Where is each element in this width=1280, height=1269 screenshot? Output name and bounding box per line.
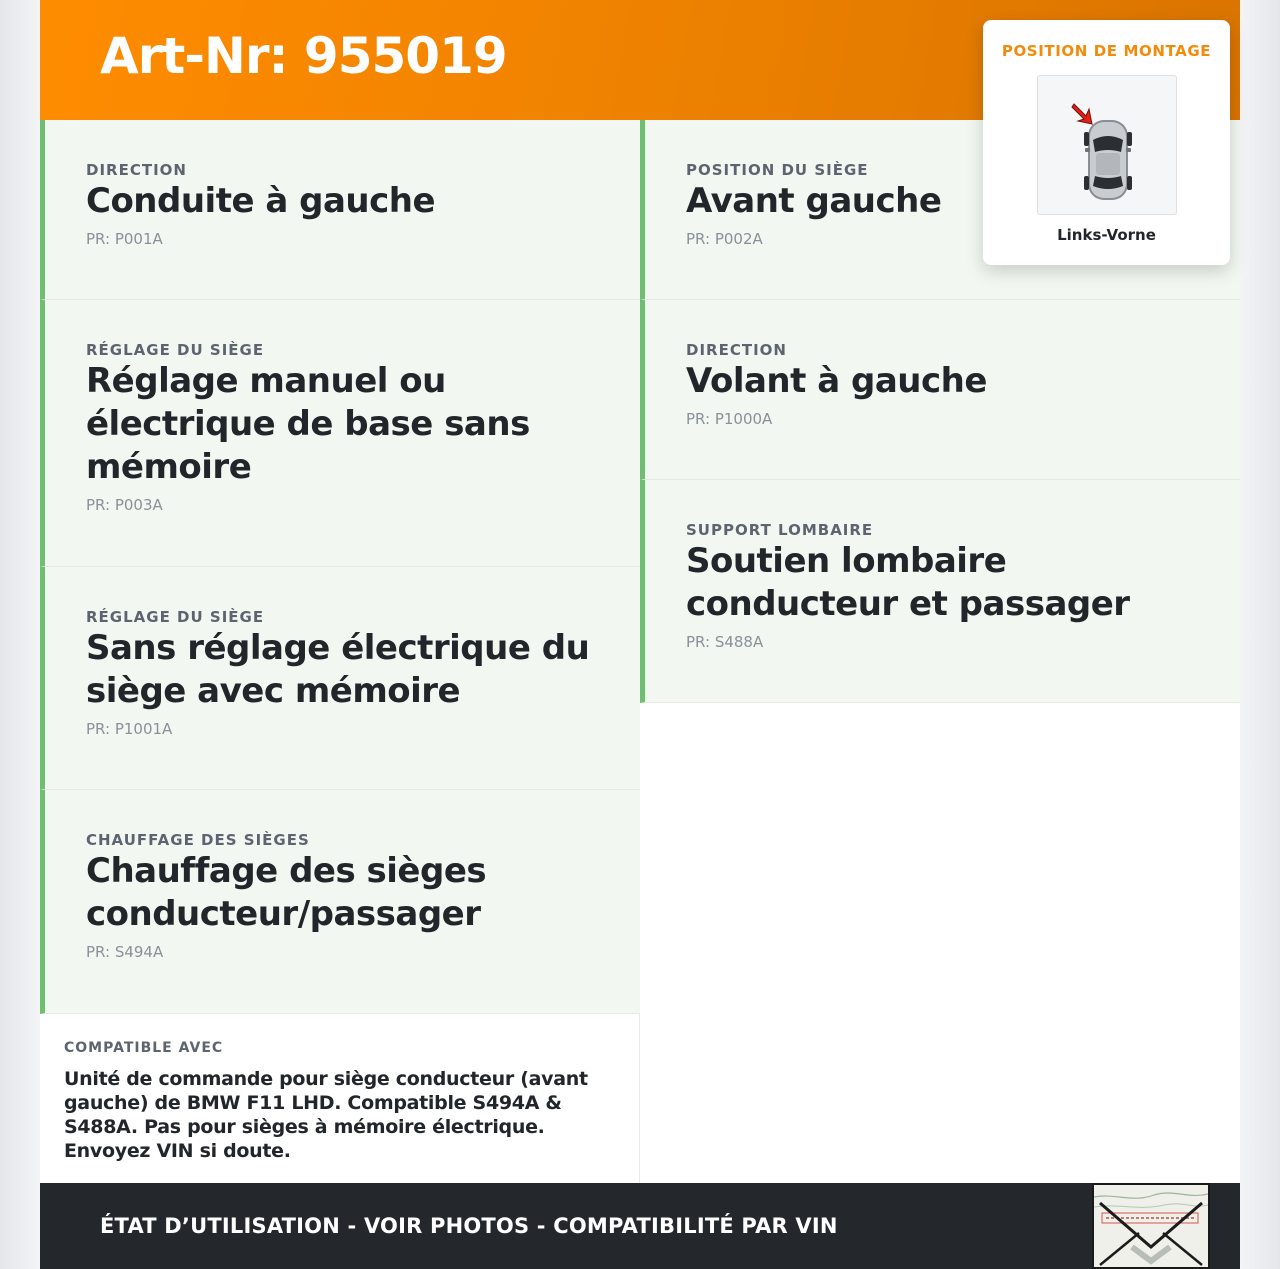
attribute-label: POSITION DU SIÈGE [686, 161, 869, 179]
attribute-code: PR: P1000A [686, 410, 773, 428]
attribute-label: DIRECTION [686, 341, 787, 359]
attribute-value: Sans réglage électrique du siège avec mémoire [86, 628, 590, 711]
attribute-value: Conduite à gauche [86, 181, 436, 221]
envelope-stamp-icon [1092, 1183, 1210, 1269]
footer-notice: ÉTAT D’UTILISATION - VOIR PHOTOS - COMPATIBILITÉ PAR VIN [100, 1214, 838, 1238]
compatibility-section [40, 1014, 640, 1183]
mount-position-title: POSITION DE MONTAGE [1001, 42, 1212, 60]
attribute-cell [40, 567, 640, 790]
attribute-value: Soutien lombaire conducteur et passager [686, 541, 1130, 624]
article-number-title: Art-Nr: 955019 [100, 27, 507, 85]
attribute-cell [40, 300, 640, 567]
empty-area [640, 703, 1240, 1183]
attribute-cell [40, 790, 640, 1014]
car-top-view-icon [1037, 75, 1177, 215]
compatibility-text: Unité de commande pour siège conducteur (avant gauche) de BMW F11 LHD. Compatible S494A & S488A. Pas pour sièges à mémoire électrique. Envoyez VIN si doute. [64, 1068, 588, 1162]
compatibility-label: COMPATIBLE AVEC [64, 1040, 224, 1056]
attribute-value: Avant gauche [686, 181, 942, 221]
mount-position-card [983, 20, 1230, 265]
attribute-label: SUPPORT LOMBAIRE [686, 521, 874, 539]
attribute-label: CHAUFFAGE DES SIÈGES [86, 831, 310, 849]
attribute-label: DIRECTION [86, 161, 187, 179]
attribute-value: Réglage manuel ou électrique de base sans mémoire [86, 361, 530, 487]
attribute-code: PR: S488A [686, 633, 764, 651]
attribute-cell [640, 300, 1240, 480]
attribute-cell [640, 480, 1240, 703]
attribute-code: PR: P1001A [86, 720, 173, 738]
attribute-code: PR: S494A [86, 943, 164, 961]
attribute-value: Volant à gauche [686, 361, 987, 401]
mount-position-caption: Links-Vorne [1057, 226, 1156, 244]
attribute-code: PR: P003A [86, 496, 163, 514]
left-attribute-column [40, 120, 640, 1014]
footer-bar [40, 1183, 1240, 1269]
attribute-value: Chauffage des sièges conducteur/passager [86, 851, 487, 934]
attribute-cell [40, 120, 640, 300]
attribute-code: PR: P001A [86, 230, 163, 248]
product-sheet [40, 0, 1240, 1269]
attribute-code: PR: P002A [686, 230, 763, 248]
attribute-label: RÉGLAGE DU SIÈGE [86, 608, 265, 626]
attribute-label: RÉGLAGE DU SIÈGE [86, 341, 265, 359]
